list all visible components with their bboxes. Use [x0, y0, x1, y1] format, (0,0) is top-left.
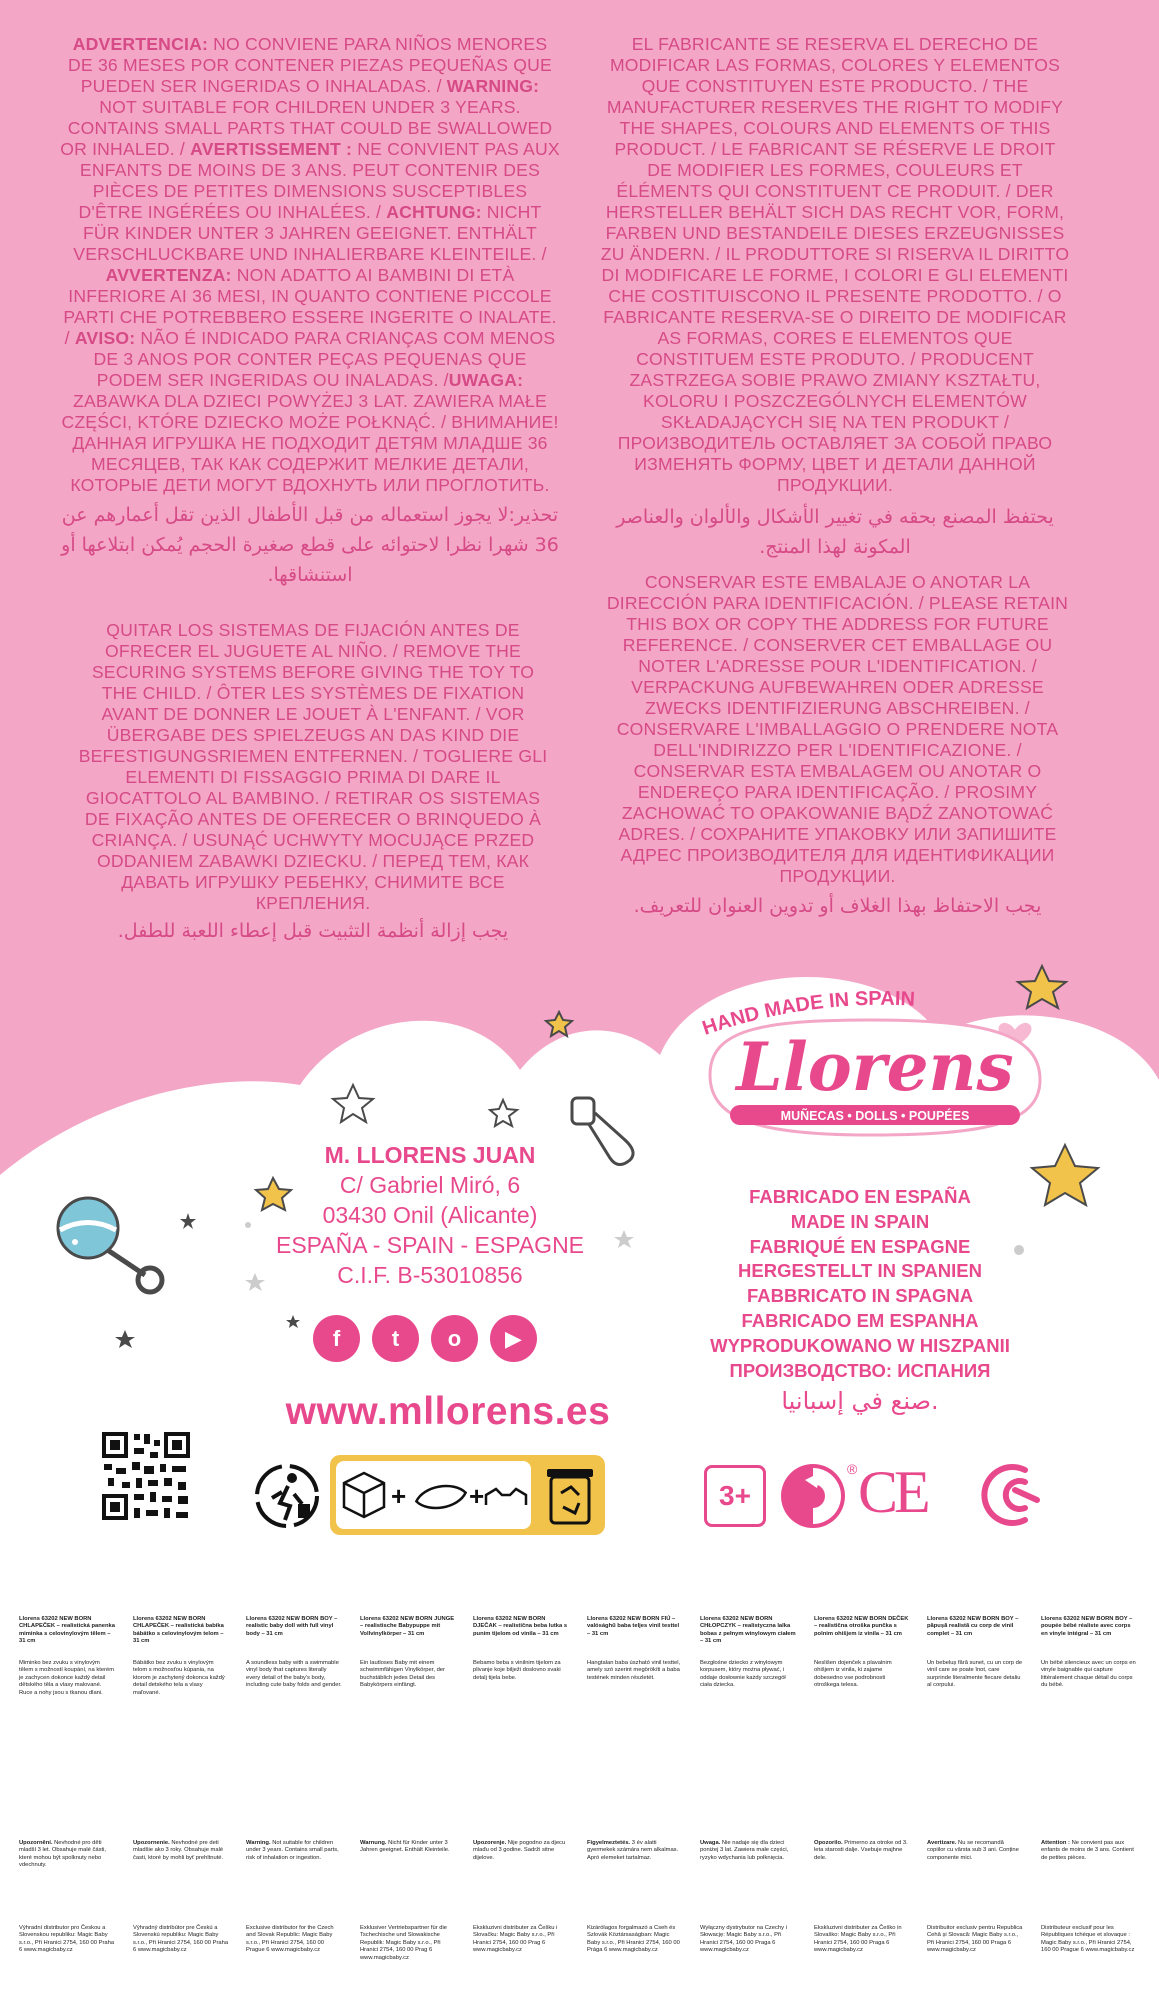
- description-body: Neslišen dojenček s plavalnim ohišjem iz vinila, ki zajame dobesedno vse podrobnosti otroškega telesa.: [814, 1660, 892, 1689]
- ce-mark-icon: CE: [858, 1459, 927, 1525]
- logo-tagline: HAND MADE IN SPAIN: [700, 990, 916, 1040]
- keep-text: [605, 572, 1070, 921]
- warning-main-paragraph: [60, 34, 560, 496]
- description-distributor: Výhradní distributor pro Českou a Slovenskou republiku: Magic Baby s.r.o., Při Hranici 2754, 160 00 Praha 6 www.magicbaby.cz: [19, 1925, 115, 1954]
- age-3plus-icon: 3+: [704, 1465, 766, 1527]
- description-warning-label: Uwaga.: [700, 1840, 721, 1846]
- warning-text: ZABAWKA DLA DZIECI POWYŻEJ 3 LAT. ZAWIERA MAŁE CZĘŚCI, KTÓRE DZIECKO MOŻE POŁKNĄĆ. / ВНИМАНИЕ! ДАННАЯ ИГРУШКА НЕ ПОДХОДИТ ДЕТЯМ МЛАДШЕ 36 МЕСЯЦЕВ, ТАК КАК СОДЕРЖИТ МЕЛКИЕ ДЕТАЛИ, КОТОРЫЕ ДЕТИ МОГУТ ВДОХНУТЬ ИЛИ ПРОГЛОТИТЬ.: [61, 391, 559, 495]
- website-link[interactable]: www.mllorens.es: [285, 1390, 611, 1433]
- description-warning: [814, 1840, 910, 1862]
- description-warning: [927, 1840, 1023, 1862]
- description-body: Ein lautloses Baby mit einem schwimmfähigen Vinylkörper, der buchstäblich jedes Detail des Babykörpers einfängt.: [360, 1660, 445, 1689]
- description-warning-text: 3 év alatti gyermekek számára nem alkalmas. Apró elemeket tartalmaz.: [587, 1840, 679, 1861]
- company-name: M. LLORENS JUAN: [324, 1142, 536, 1168]
- description-body: Bezgłośne dziecko z winylowym korpusem, który można pływać, i oddaje dosłownie każdy szczegół ciała dziecka.: [700, 1660, 786, 1689]
- fixing-arabic: يجب إزالة أنظمة التثبيت قبل إعطاء اللعبة للطفل.: [117, 920, 509, 942]
- recycle-person-icon: [250, 1458, 325, 1533]
- description-warning-text: Nicht für Kinder unter 3 Jahren geeignet. Enthält Kleinteile.: [360, 1840, 450, 1854]
- instagram-icon[interactable]: o: [431, 1315, 478, 1362]
- company-address: [230, 1140, 630, 1290]
- description-warning-text: Not suitable for children under 3 years. Contains small parts, risk of inhalation or ingestion.: [246, 1840, 339, 1861]
- keep-arabic: يجب الاحتفاظ بهذا الغلاف أو تدوين العنوان للتعريف.: [633, 895, 1042, 917]
- packaging-parts-icon: [336, 1461, 531, 1529]
- rights-arabic: يحتفظ المصنع بحقه في تغيير الأشكال والألوان والعناصر المكونة لهذا المنتج.: [616, 506, 1054, 558]
- description-warning: [700, 1840, 796, 1862]
- description-title: Llorens 63202 NEW BORN DJEČAK – realistična beba lutka s punim tijelom od vinila – 31 cm: [473, 1616, 568, 1637]
- made-in-pt: FABRICADO EM ESPANHA: [741, 1309, 979, 1331]
- made-in-pl: WYPRODUKOWANO W HISZPANII: [710, 1334, 1010, 1356]
- warning-text: NICHT FÜR KINDER UNTER 3 JAHREN GEEIGNET. ENTHÄLT VERSCHLUCKBARE UND INHALIERBARE KLEINTEILE. /: [73, 202, 547, 264]
- description-warning-label: Warning.: [246, 1840, 271, 1846]
- description-body: Miminko bez zvuku s vinylovým tělem s možností koupání, na kterém je zachycen dokonce každý detail dětského těla a vlasy malované. Ruce a nohy jsou s tkanou dlani.: [19, 1660, 115, 1696]
- description-warning-label: Opozorilo.: [814, 1840, 843, 1846]
- warning-text: NÃO É INDICADO PARA CRIANÇAS COM MENOS DE 3 ANOS POR CONTER PEÇAS PEQUENAS QUE PODEM SER INGERIDAS OU INALADAS. /: [93, 328, 556, 390]
- description-body: Un bebeluș fără sunet, cu un corp de vinil care se poate înot, care surprinde literalmente fiecare detaliu al corpului.: [927, 1660, 1023, 1689]
- twitter-icon[interactable]: t: [372, 1315, 419, 1362]
- description-warning-text: Nu se recomandă copiilor cu vârsta sub 3 ani. Conține componente mici.: [927, 1840, 1019, 1861]
- description-warning-text: Ne convient pas aux enfants de moins de 3 ans. Contient de petites pièces.: [1041, 1840, 1134, 1861]
- description-warning-label: Avertizare.: [927, 1840, 957, 1846]
- description-distributor: Distribuitor exclusiv pentru Republica Cehă și Slovacă: Magic Baby s.r.o., Při Hranici 2754, 160 00 Praga 6 www.magicbaby.cz: [927, 1925, 1023, 1954]
- made-in-ru: ПРОИЗВОДСТВО: ИСПАНИЯ: [729, 1359, 991, 1381]
- description-warning-label: Upozorenje.: [473, 1840, 507, 1846]
- disposal-box: [330, 1455, 605, 1535]
- address-cif: C.I.F. B-53010856: [337, 1262, 523, 1288]
- description-warning: [246, 1840, 342, 1862]
- description-warning-label: Upozornenie.: [133, 1840, 170, 1846]
- description-title: Llorens 63202 NEW BORN DEČEK – realistična otroška punčka s polnim ohišjem iz vinila – 31 cm: [814, 1616, 909, 1637]
- description-body: Bábätko bez zvuku s vinylovým telom s možnosťou kúpania, na ktorom je zachytený dokonca každý detail detského tela a vlasy maľované.: [133, 1660, 225, 1696]
- fixing-text: [78, 620, 548, 946]
- disposal-parts: [336, 1461, 531, 1529]
- description-title: Llorens 63202 NEW BORN CHLAPEČEK – realistická babika bábätko s celovinylovým telom – 31 cm: [133, 1616, 224, 1645]
- warning-label: ACHTUNG:: [386, 202, 482, 222]
- description-warning: [133, 1840, 229, 1862]
- made-in-list: [680, 1185, 1040, 1414]
- warning-text-left: [60, 34, 560, 590]
- description-distributor: Exklusiver Vertriebspartner für die Tschechische und Slowakische Republik: Magic Baby s.r.o., Při Hranici 2754, 160 00 Prag 6 www.magicbaby.cz: [360, 1925, 447, 1961]
- description-warning: [587, 1840, 683, 1862]
- registered-mark: ®: [847, 1461, 858, 1477]
- description-title: Llorens 63202 NEW BORN BOY – realistic baby doll with full vinyl body – 31 cm: [246, 1616, 338, 1637]
- warning-text: NE CONVIENT PAS AUX ENFANTS DE MOINS DE 3 ANS. PEUT CONTENIR DES PIÈCES DE PETITES DIMENSIONS SUSCEPTIBLES D'ÊTRE INGÉRÉES OU INHALÉES. /: [78, 139, 560, 222]
- sound-waves-icon: [975, 1460, 1047, 1530]
- made-in-es: FABRICADO EN ESPAÑA: [749, 1186, 971, 1207]
- description-distributor: Distributeur exclusif pour les Républiques tchèque et slovaque : Magic Baby s.r.o., Při Hranici 2754, 160 00 Prague 6 www.magicbaby.cz: [1041, 1925, 1135, 1954]
- warning-text: NON ADATTO AI BAMBINI DI ETÀ INFERIORE AI 36 MESI, IN QUANTO CONTIENE PICCOLE PARTI CHE POTREBBERO ESSERE INGERITE O INALATE. /: [63, 265, 557, 348]
- address-city: 03430 Onil (Alicante): [322, 1202, 538, 1228]
- description-body: A soundless baby with a swimmable vinyl body that captures literally every detail of the baby's body, including cute baby folds and gender.: [246, 1660, 342, 1689]
- description-title: Llorens 63202 NEW BORN CHLAPEČEK – realistická panenka miminka s celovinylovým tělem – 31 cm: [19, 1616, 116, 1645]
- warning-label: UWAGA:: [448, 370, 524, 390]
- rights-paragraph: EL FABRICANTE SE RESERVA EL DERECHO DE MODIFICAR LAS FORMAS, COLORES Y ELEMENTOS QUE CONSTITUYEN ESTE PRODUCTO. / THE MANUFACTURER RESERVES THE RIGHT TO MODIFY THE SHAPES, COLOURS AND ELEMENTS OF THIS PRODUCT. / LE FABRICANT SE RÉSERVE LE DROIT DE MODIFIER LES FORMES, COULEURS ET ÉLÉMENTS QUI CONSTITUENT CE PRODUIT. / DER HERSTELLER BEHÄLT SICH DAS RECHT VOR, FORM, FARBEN UND BESTANDEILE DIESES ERZEUGNISSES ZU ÄNDERN. / IL PRODUTTORE SI RISERVA IL DIRITTO DI MODIFICARE LE FORME, I COLORI E GLI ELEMENTI CHE COSTITUISCONO IL PRESENTE PRODOTTO. / O FABRICANTE RESERVA-SE O DIREITO DE MODIFICAR AS FORMAS, CORES E ELEMENTOS QUE CONSTITUEM ESTE PRODUTO. / PRODUCENT ZASTRZEGA SOBIE PRAWO ZMIANY KSZTAŁTU, KOLORU I POSZCZEGÓLNYCH ELEMENTÓW SKŁADAJĄCYCH SIĘ NA TEN PRODUKT / ПРОИЗВОДИТЕЛЬ ОСТАВЛЯЕТ ЗА СОБОЙ ПРАВО ИЗМЕНЯТЬ ФОРМУ, ЦВЕТ И ДЕТАЛИ ДАННОЙ ПРОДУКЦИИ.: [600, 34, 1070, 495]
- description-distributor: Wyłączny dystrybutor na Czechy i Słowację: Magic Baby s.r.o., Při Hranici 2754, 160 00 Praga 6 www.magicbaby.cz: [700, 1925, 787, 1954]
- fixing-paragraph: QUITAR LOS SISTEMAS DE FIJACIÓN ANTES DE OFRECER EL JUGUETE AL NIÑO. / REMOVE THE SECURING SYSTEMS BEFORE GIVING THE TOY TO THE CHILD. / ÔTER LES SYSTÈMES DE FIXATION AVANT DE DONNER LE JOUET À L'ENFANT. / VOR ÜBERGABE DES SPIELZEUGS AN DAS KIND DIE BEFESTIGUNGSRIEMEN ENTFERNEN. / TOGLIERE GLI ELEMENTI DI FISSAGGIO PRIMA DI DARE IL GIOCATTOLO AL BAMBINO. / RETIRAR OS SISTEMAS DE FIXAÇÃO ANTES DE OFERECER O BRINQUEDO À CRIANÇA. / USUNĄĆ UCHWYTY MOCUJĄCE PRZED ODDANIEM ZABAWKI DZIECKU. / ПЕРЕД ТЕМ, КАК ДАВАТЬ ИГРУШКУ РЕБЕНКУ, СНИМИТЕ ВСЕ КРЕПЛЕНИЯ.: [78, 620, 548, 913]
- description-warning-label: Figyelmeztetés.: [587, 1840, 631, 1846]
- svg-text:+: +: [469, 1481, 485, 1511]
- description-distributor: Kizárólagos forgalmazó a Cseh és Szlovák Köztársaságban: Magic Baby s.r.o., Při Hranici 2754, 160 00 Prága 6 www.magicbaby.cz: [587, 1925, 680, 1954]
- logo-brand: Llorens: [736, 1028, 1014, 1106]
- youtube-icon[interactable]: ▶: [490, 1315, 537, 1362]
- description-body: Bebamo beba s vinilnim tijelom za plivanje koje bilježi doslovno svaki detalj tijela bebe.: [473, 1660, 561, 1681]
- description-title: Llorens 63202 NEW BORN FIÚ – valósághű baba teljes vinil testtel – 31 cm: [587, 1616, 680, 1637]
- warning-arabic: تحذير:لا يجوز استعماله من قبل الأطفال الذين تقل أعمارهم عن 36 شهرا نظرا لاحتوائه على قطع صغيرة الحجم يُمكن ابتلاعها أو استنشاقها.: [61, 504, 559, 586]
- description-title: Llorens 63202 NEW BORN JUNGE – realistische Babypuppe mit Vollvinylkörper – 31 cm: [360, 1616, 455, 1637]
- description-distributor: Výhradný distribútor pre Českú a Slovenskú republiku: Magic Baby s.r.o., Při Hranici 2754, 160 00 Praha 6 www.magicbaby.cz: [133, 1925, 229, 1954]
- description-title: Llorens 63202 NEW BORN BOY – poupée bébé réaliste avec corps en vinyle intégral – 31 cm: [1041, 1616, 1133, 1637]
- description-warning-text: Nevhodné pre deti mladšie ako 3 roky. Obsahuje malé časti, ktoré by mohli byť prehltnuté.: [133, 1840, 224, 1861]
- logo-subtitle: MUÑECAS • DOLLS • POUPÉES: [780, 1109, 970, 1123]
- warning-label: ADVERTENCIA:: [72, 34, 209, 54]
- qr-code-icon: [100, 1430, 192, 1522]
- description-distributor: Ekskluzivni distributer za Češko in Slovaško: Magic Baby s.r.o., Při Hranici 2754, 160 00 Praga 6 www.magicbaby.cz: [814, 1925, 902, 1954]
- facebook-icon[interactable]: f: [313, 1315, 360, 1362]
- description-warning: [473, 1840, 569, 1862]
- description-warning-text: Primerno za otroke od 3. leta starosti dalje. Vsebuje majhne dele.: [814, 1840, 908, 1861]
- green-dot-icon: [775, 1458, 860, 1533]
- made-in-it: FABBRICATO IN SPAGNA: [746, 1285, 974, 1307]
- trash-bin-icon: [545, 1463, 595, 1527]
- llorens-logo: [700, 990, 1050, 1140]
- description-body: Un bébé silencieux avec un corps en vinyle baignable qui capture littéralement chaque détail du corps du bébé.: [1041, 1660, 1136, 1689]
- description-title: Llorens 63202 NEW BORN CHŁOPCZYK – realistyczna lalka bobas z pełnym winylowym ciałem – 31 cm: [700, 1616, 796, 1645]
- description-body: Hangtalan baba úszható vinil testtel, amely szó szerint megörökíti a baba testének minden részletét.: [587, 1660, 681, 1681]
- description-warning-text: Nevhodné pro děti mladší 3 let. Obsahuje malé části, které mohou být spolknuty nebo vdechnuty.: [19, 1840, 106, 1869]
- social-icons: [313, 1315, 537, 1362]
- warning-text: NOT SUITABLE FOR CHILDREN UNDER 3 YEARS. CONTAINS SMALL PARTS THAT COULD BE SWALLOWED OR INHALED. /: [60, 97, 553, 159]
- description-warning: [1041, 1840, 1137, 1862]
- address-country: ESPAÑA - SPAIN - ESPAGNE: [275, 1232, 585, 1258]
- warning-label: AVERTISSEMENT :: [190, 139, 353, 159]
- made-in-ar: صنع في إسبانيا.: [781, 1387, 939, 1416]
- made-in-fr: FABRIQUÉ EN ESPAGNE: [749, 1235, 971, 1257]
- description-distributor: Ekskluzivni distributer za Češku i Slovačku: Magic Baby s.r.o., Při Hranici 2754, 160 00 Prag 6 www.magicbaby.cz: [473, 1925, 558, 1954]
- rights-text: [600, 34, 1070, 562]
- description-warning-label: Upozornění.: [19, 1840, 53, 1846]
- logo-graphic: [700, 990, 1050, 1140]
- warning-label: AVISO:: [74, 328, 136, 348]
- warning-label: AVVERTENZA:: [105, 265, 232, 285]
- description-title: Llorens 63202 NEW BORN BOY – păpușă realistă cu corp de vinil complet – 31 cm: [927, 1616, 1019, 1637]
- made-in-en: MADE IN SPAIN: [790, 1210, 930, 1232]
- description-warning-text: Nie nadaje się dla dzieci poniżej 3 lat. Zawiera małe części, ryzyko wdychania lub połknięcia.: [700, 1840, 789, 1861]
- svg-text:+: +: [391, 1481, 407, 1511]
- description-distributor: Exclusive distributor for the Czech and Slovak Republic: Magic Baby s.r.o., Při Hranici 2754, 160 00 Prague 6 www.magicbaby.cz: [246, 1925, 334, 1954]
- description-warning-text: Nije pogodno za djecu mlađu od 3 godine. Sadrži sitne dijelove.: [473, 1840, 566, 1861]
- address-street: C/ Gabriel Miró, 6: [339, 1172, 521, 1198]
- made-in-de: HERGESTELLT IN SPANIEN: [738, 1260, 982, 1282]
- description-warning-label: Attention :: [1041, 1840, 1070, 1846]
- description-warning-label: Warnung.: [360, 1840, 387, 1846]
- warning-text: NO CONVIENE PARA NIÑOS MENORES DE 36 MESES POR CONTENER PIEZAS PEQUEÑAS QUE PUEDEN SER INGERIDAS O INHALADAS. /: [68, 34, 552, 96]
- warning-label: WARNING:: [446, 76, 540, 96]
- description-warning: [19, 1840, 115, 1870]
- keep-paragraph: CONSERVAR ESTE EMBALAJE O ANOTAR LA DIRECCIÓN PARA IDENTIFICACIÓN. / PLEASE RETAIN THIS BOX OR COPY THE ADDRESS FOR FUTURE REFERENCE. / CONSERVER CET EMBALLAGE OU NOTER L'ADRESSE POUR L'IDENTIFICATION. / VERPACKUNG AUFBEWAHREN ODER ADRESSE ZWECKS IDENTIFIZIERUNG ABSCHREIBEN. / CONSERVARE L'IMBALLAGGIO O PRENDERE NOTA DELL'INDIRIZZO PER L'IDENTIFICAZIONE. / CONSERVAR ESTA EMBALAGEM OU ANOTAR O ENDEREÇO PARA IDENTIFICAÇÃO. / PROSIMY ZACHOWAĆ TO OPAKOWANIE BĄDŹ ZANOTOWAĆ ADRES. / СОХРАНИТЕ УПАКОВКУ ИЛИ ЗАПИШИТЕ АДРЕС ПРОИЗВОДИТЕЛЯ ДЛЯ ИДЕНТИФИКАЦИИ ПРОДУКЦИИ.: [606, 572, 1069, 886]
- description-warning: [360, 1840, 456, 1855]
